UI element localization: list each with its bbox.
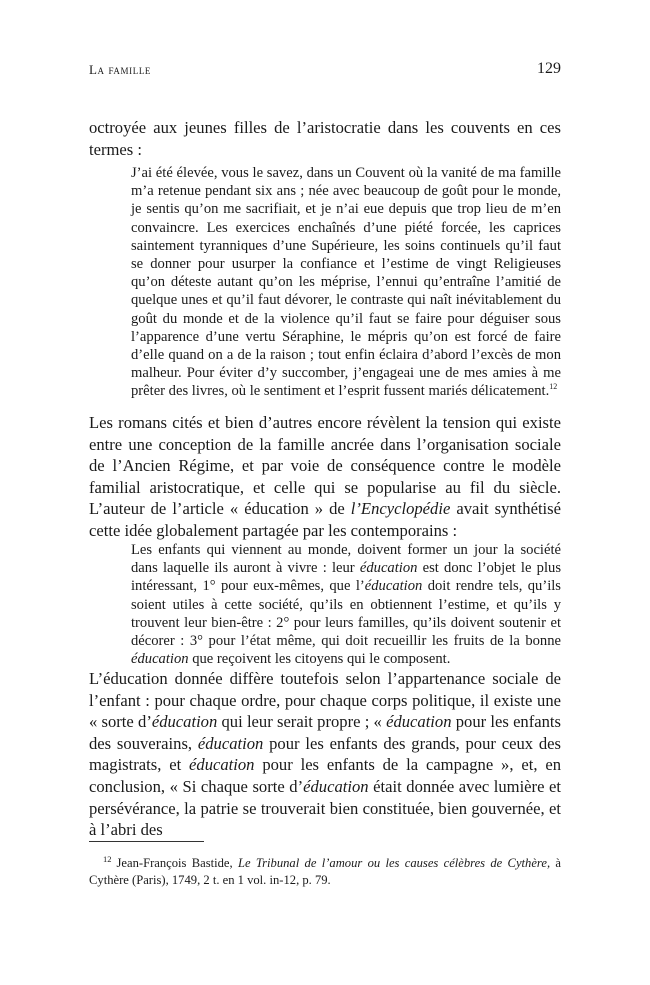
- footnote-ref-12[interactable]: 12: [549, 382, 558, 392]
- quote-1-text: J’ai été élevée, vous le savez, dans un Couvent où la vanité de ma famille m’a retenue pendant six ans ; née avec beaucoup de goût pour le monde, je sentis qu’on me sacrifiait, et je n’ai eue depuis que trop lieu de m’en convaincre. Les exercices enchaînés d’une piété forcée, les caprices saintement tyranniques d’une Supérieure, les soins continuels qu’il faut se donner pour usurper la confiance et l’estime de vingt Religieuses qu’on déteste autant qu’on les méprise, l’ennui qu’entraîne l’amitié de quelque unes et qu’il faut dévorer, le contraste qui naît inévitablement du goût du monde et de la violence qu’il faut se faire pour déguiser sous l’apparence d’une vertu Séraphine, le mépris qu’on est forcé de faire d’elle quand on a de la raison ; tout enfin éclaira d’abord l’excès de mon malheur. Pour éviter d’y succomber, j’engageai une de mes amies à me prêter des livres, où le sentiment et l’esprit fussent mariés délicatement.: [131, 165, 561, 400]
- paragraph-3-text-6: était donnée avec lumière et persévérance, la patrie se trouverait bien constituée, bien gouvernée, et à l’abri des: [89, 776, 561, 840]
- paragraph-3-italic-3: éducation: [197, 733, 264, 753]
- paragraph-2-italic: l’Encyclopédie: [350, 499, 451, 519]
- quote-2-italic-1: éducation: [359, 560, 418, 577]
- footnote-rest: à Cythère (Paris), 1749, 2 t. en 1 vol. in-12, p. 79.: [89, 856, 561, 887]
- paragraph-3-text-3: pour les enfants des souverains,: [89, 712, 561, 753]
- paragraph-1-text: octroyée aux jeunes filles de l’aristocratie dans les couvents en ces termes :: [89, 118, 561, 159]
- footnote-number: 12: [103, 854, 112, 864]
- paragraph-2: [89, 412, 561, 542]
- paragraph-1: [89, 117, 561, 160]
- paragraph-3-text-2: qui leur serait propre ; «: [217, 712, 387, 732]
- running-header: [89, 60, 561, 82]
- paragraph-2-text-a: Les romans cités et bien d’autres encore révèlent la tension qui existe entre une conception de la famille ancrée dans l’organisation sociale de l’Ancien Régime, et par voie de conséquence contre le modèle familial aristocratique, et celle qui se popularise au fil du siècle. L’auteur de l’article « éducation » de: [89, 413, 561, 519]
- page-number: 129: [537, 60, 561, 77]
- footnote-author: Jean-François Bastide,: [116, 856, 238, 870]
- footnote-separator: [89, 841, 204, 842]
- footnote-title: Le Tribunal de l’amour ou les causes célèbres de Cythère,: [237, 856, 551, 870]
- paragraph-3-text-4: pour les enfants des grands, pour ceux des magistrats, et: [89, 733, 561, 775]
- quote-2-text-3: doit rendre tels, qu’ils soient utiles à cette société, qu’ils en obtiennent l’estime, et qu’ils y trouvent leur bien-être : 2° pour leurs familles, qu’ils doivent soutenir et décorer : 3° pour l’état même, qui doit recueillir les fruits de la bonne: [131, 578, 561, 650]
- paragraph-3-text-1: L’éducation donnée diffère toutefois selon l’appartenance sociale de l’enfant : pour chaque ordre, pour chaque corps politique, il existe une « sorte d’: [89, 669, 561, 732]
- quote-2-italic-3: éducation: [131, 651, 189, 668]
- quote-2-italic-2: éducation: [364, 578, 423, 595]
- quote-2-text-1: Les enfants qui viennent au monde, doivent former un jour la société dans laquelle ils auront à vivre : leur: [131, 542, 561, 577]
- paragraph-3-italic-4: éducation: [189, 755, 255, 775]
- quote-2-text-4: que reçoivent les citoyens qui le composent.: [188, 651, 451, 668]
- paragraph-3-italic-2: éducation: [386, 712, 452, 732]
- paragraph-3-text-5: pour les enfants de la campagne », et, en conclusion, « Si chaque sorte d’: [89, 755, 561, 796]
- running-title: La famille: [89, 62, 152, 77]
- quote-2-text-2: est donc l’objet le plus intéressant, 1° pour eux-mêmes, que l’: [131, 560, 562, 595]
- block-quote-2: [131, 541, 561, 668]
- paragraph-3: [89, 668, 561, 841]
- block-quote-1: [131, 164, 561, 401]
- paragraph-2-text-b: avait synthétisé cette idée globalement partagée par les contemporains :: [89, 499, 561, 540]
- paragraph-3-italic-5: éducation: [303, 776, 369, 796]
- paragraph-3-italic-1: éducation: [151, 712, 218, 732]
- footnote-12: [89, 851, 561, 889]
